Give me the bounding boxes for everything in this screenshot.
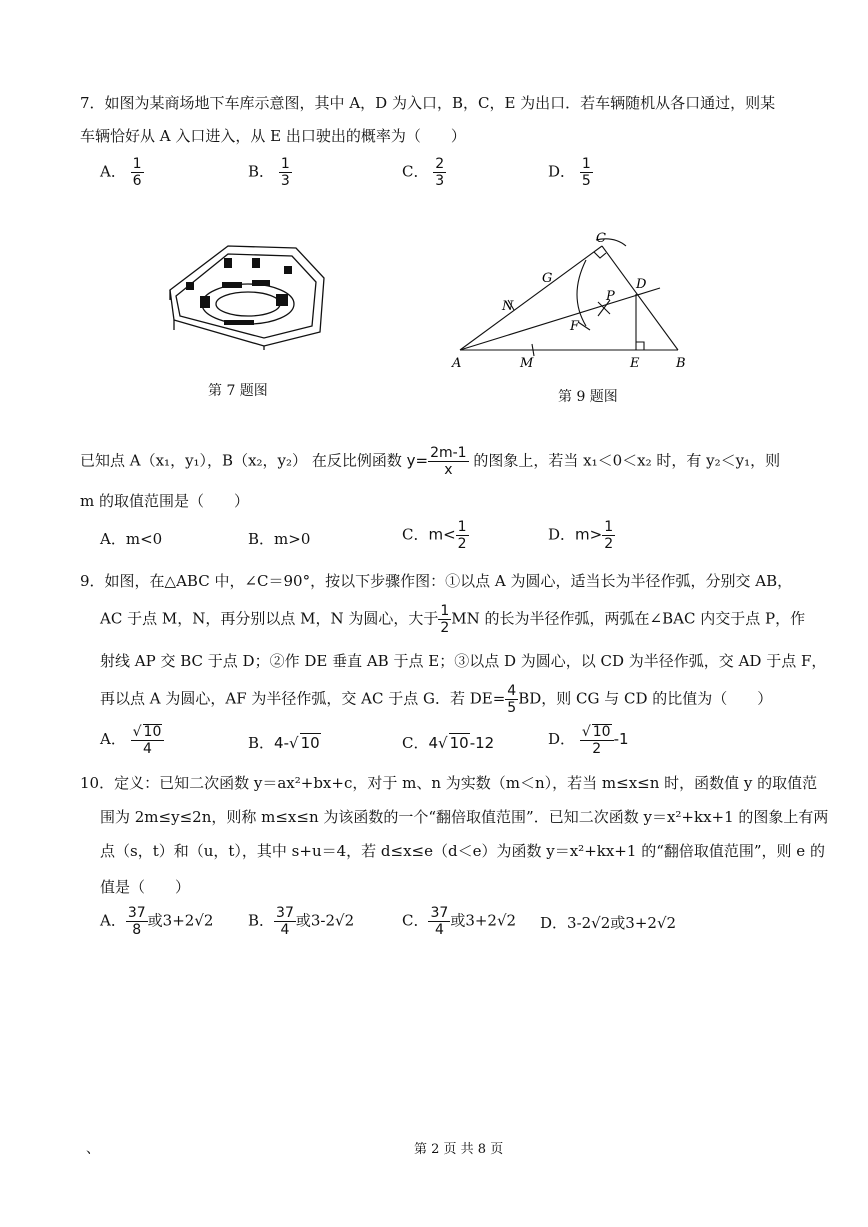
label-c: C — [596, 231, 606, 246]
garage-inner-wall — [176, 254, 316, 338]
ray-ap — [460, 288, 660, 350]
q7-line1: 7．如图为某商场地下车库示意图，其中 A，D 为入口，B，C，E 为出口．若车辆随机从各口通过，则某 — [80, 94, 776, 112]
q10-option-b — [248, 906, 354, 937]
arc-g — [577, 260, 586, 326]
label-f: F — [570, 319, 580, 334]
option-label: A． — [100, 730, 126, 748]
q10-option-a — [100, 906, 213, 937]
label-e: E — [630, 356, 640, 371]
q8-option-d — [548, 520, 615, 551]
page-number: 第 2 页 共 8 页 — [414, 1142, 504, 1157]
denominator: 5 — [507, 700, 517, 716]
option-label: D． — [548, 162, 576, 181]
garage-figure — [164, 238, 328, 350]
numerator: 37 — [430, 905, 449, 921]
denominator: 2 — [440, 620, 450, 636]
option-label: B． — [248, 162, 275, 181]
q7-option-d — [548, 157, 593, 188]
label-b: B — [676, 356, 686, 371]
option-label: A． — [100, 530, 126, 548]
denominator: 2 — [592, 741, 602, 757]
option-label: D． — [548, 525, 576, 544]
denominator: 6 — [132, 173, 142, 189]
q9-line4-start: 再以点 A 为圆心，AF 为半径作弧，交 AC 于点 G．若 DE= — [100, 689, 506, 708]
q10-line4: 值是（ ） — [100, 878, 191, 896]
denominator: 3 — [280, 173, 290, 189]
option-label: A． — [100, 162, 126, 181]
option-text: m> — [575, 525, 603, 544]
label-g: G — [542, 271, 553, 286]
q8-line1 — [80, 446, 780, 477]
numerator: 1 — [280, 156, 290, 172]
numerator: 1 — [457, 519, 467, 535]
denominator: 2 — [457, 536, 467, 552]
label-d: D — [636, 277, 647, 292]
q8-func-lhs: y= — [406, 451, 429, 470]
label-p: P — [606, 289, 615, 304]
numerator: 2 — [435, 156, 445, 172]
q9-option-a: A． $\frac{√ 10}{4}$ — [100, 724, 164, 756]
q9-line2 — [100, 604, 805, 635]
option-label: A． — [100, 911, 126, 930]
option-label: C． — [402, 525, 429, 544]
option-text: m>0 — [274, 530, 311, 548]
option-label: D． — [540, 914, 568, 932]
q10-line3: 点（s，t）和（u，t），其中 s+u＝4，若 d≤x≤e（d＜e）为函数 y＝x²+kx+1 的“翻倍取值范围”，则 e 的 — [100, 842, 825, 860]
denominator: 2 — [604, 536, 614, 552]
option-prefix: 4- — [274, 734, 289, 752]
q8-option-a — [100, 528, 162, 549]
footer-mark: 、 — [86, 1141, 100, 1157]
option-text: 或3+2√2 — [450, 911, 517, 930]
q9-line2-start: AC 于点 M，N，再分别以点 M，N 为圆心，大于 — [100, 609, 439, 628]
numerator: 2m-1 — [430, 445, 467, 461]
q8-option-b — [248, 528, 310, 549]
q8-text: 在反比例函数 — [311, 451, 402, 470]
option-text: m<0 — [125, 530, 163, 548]
q9-line4 — [100, 684, 772, 715]
q9-option-b: B．4-√ 10 — [248, 734, 320, 752]
numerator: 37 — [276, 905, 294, 921]
q7-option-a — [100, 157, 144, 188]
radicand: 10 — [300, 734, 320, 752]
denominator: 4 — [434, 922, 444, 938]
q9-line2-end: MN 的长为半径作弧，两弧在∠BAC 内交于点 P，作 — [451, 609, 806, 628]
numerator: 1 — [132, 156, 142, 172]
radicand: 10 — [449, 734, 469, 752]
q10-option-c — [402, 906, 516, 937]
option-text: m< — [428, 525, 456, 544]
q7-line2: 车辆恰好从 A 入口进入，从 E 出口驶出的概率为（ ） — [80, 127, 466, 145]
q8-option-c — [402, 520, 469, 551]
ramp-inner — [216, 292, 280, 316]
numerator: 37 — [127, 905, 146, 921]
option-label: C． — [402, 911, 429, 930]
option-suffix: -12 — [469, 734, 495, 752]
option-text: 或3-2√2 — [295, 911, 355, 930]
q9-line4-end: BD，则 CG 与 CD 的比值为（ ） — [518, 689, 773, 708]
numerator: 1 — [581, 156, 591, 172]
q7-option-b — [248, 157, 292, 188]
q9-line1: 9．如图，在△ABC 中，∠C＝90°，按以下步骤作图：①以点 A 为圆心，适当长为半径作弧，分别交 AB， — [80, 572, 793, 590]
denominator: 4 — [143, 741, 152, 757]
radicand: 10 — [143, 724, 162, 740]
label-a: A — [452, 356, 462, 371]
option-label: B． — [248, 530, 275, 548]
denominator: 8 — [132, 922, 142, 938]
q10-line2: 围为 2m≤y≤2n，则称 m≤x≤n 为该函数的一个“翻倍取值范围”．已知二次函数 y＝x²+kx+1 的图象上有两 — [100, 808, 829, 826]
numerator: 1 — [440, 603, 450, 619]
q10-option-d — [540, 912, 676, 933]
option-label: C． — [402, 734, 429, 752]
numerator: 1 — [604, 519, 614, 535]
denominator: 5 — [581, 173, 591, 189]
q9-option-d: D． $\frac{√ 10}{2}$ -1 — [548, 724, 629, 757]
option-label: B． — [248, 911, 275, 930]
q9-option-c: C．4√ 10-12 — [402, 734, 495, 752]
segment-ac — [460, 246, 602, 350]
q9-line3: 射线 AP 交 BC 于点 D；②作 DE 垂直 AB 于点 E；③以点 D 为圆心，以 CD 为半径作弧，交 AD 于点 F， — [100, 652, 827, 670]
numerator: 4 — [507, 683, 517, 699]
option-label: D． — [548, 730, 576, 748]
denominator: x — [444, 462, 453, 478]
option-prefix: 4 — [428, 734, 439, 752]
q8-points: 已知点 A（x₁，y₁），B（x₂，y₂） — [80, 451, 308, 470]
q8-text-end: 的图象上，若当 x₁＜0＜x₂ 时，有 y₂＜y₁，则 — [473, 451, 781, 470]
option-text: 3-2√2或3+2√2 — [567, 914, 677, 932]
construction-figure — [446, 226, 692, 372]
option-text: 或3+2√2 — [147, 911, 214, 930]
label-m: M — [520, 356, 534, 371]
figure9-caption: 第 9 题图 — [558, 389, 618, 405]
option-label: B． — [248, 734, 275, 752]
denominator: 4 — [280, 922, 290, 938]
option-suffix: -1 — [613, 730, 629, 748]
option-label: C． — [402, 162, 429, 181]
denominator: 3 — [435, 173, 445, 189]
q10-line1: 10．定义：已知二次函数 y＝ax²+bx+c，对于 m、n 为实数（m＜n），若当 m≤x≤n 时，函数值 y 的取值范 — [80, 774, 818, 792]
garage-outer-wall — [170, 246, 324, 346]
figure7-caption: 第 7 题图 — [208, 383, 268, 399]
q7-option-c — [402, 157, 446, 188]
radicand: 10 — [592, 724, 611, 740]
q8-line2: m 的取值范围是（ ） — [80, 492, 249, 510]
label-n: N — [502, 299, 514, 314]
